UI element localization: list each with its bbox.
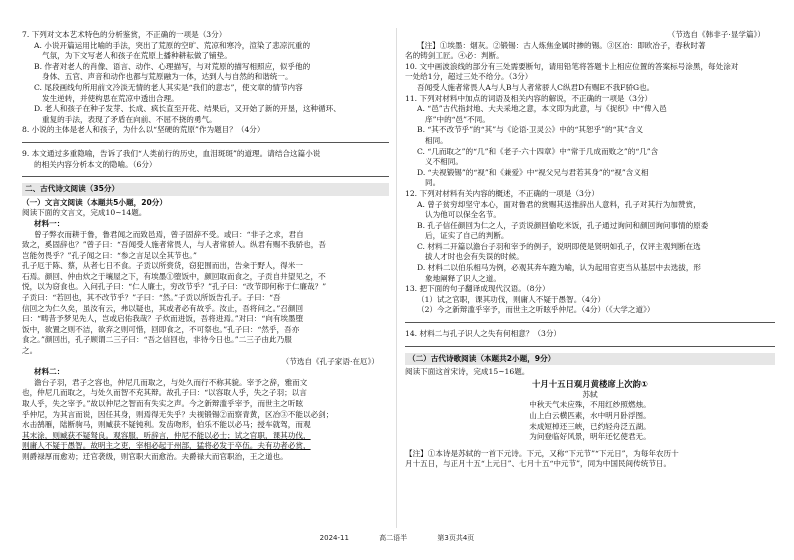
q9-stem-line1: 9. 本文通过多重隐喻，告诉了我们“人类前行的历史，血泪斑斑”的道理。请结合这篇小说 bbox=[22, 148, 321, 158]
answer-line bbox=[405, 340, 775, 347]
material1-source: （节选自《孔子家语·在厄》） bbox=[281, 356, 379, 366]
q13-item2: （2）今之新辩滥乎宰予，而世主之听眩乎仲尼。（4分）（《大学之道》） bbox=[417, 305, 655, 315]
passage-line: 孔子厄于陈、蔡，从者七日不食。子贡以所赍货，窃犯围而出，告籴于野人，得米一 bbox=[22, 261, 303, 271]
q13-stem: 13. 把下面的句子翻译成现代汉语。（8分） bbox=[405, 284, 550, 294]
q11-option-c-line2: 义不相同。 bbox=[425, 157, 463, 167]
q12-option-c-line1: C. 材料二开篇以澹台子羽和宰予的例子，说明即使是贤明如孔子，仅评主观判断在选 bbox=[417, 241, 701, 251]
q10-stem-line1: 10. 文中画波浪线的部分有三处需要断句，请用铅笔将答题卡上相应位置的答案标号涂黑，每处涂对 bbox=[405, 61, 739, 71]
q11-stem: 11. 下列对材料中加点的词语及相关内容的解说，不正确的一项是（3分） bbox=[405, 93, 653, 103]
poem-note-line2: 月十五日，与正月十五“上元日”、七月十五“中元节”，同为中国民间传统节日。 bbox=[405, 459, 672, 469]
q11-option-a-line2: 庠”中的“邑”不同。 bbox=[425, 114, 490, 124]
right-column bbox=[405, 30, 775, 470]
passage-line: 水击鹄雁，陆断驹马，则臧获不疑钝利。发齿吻形，伯乐不能以必马；授车就驾，而观 bbox=[22, 420, 311, 430]
poem-note-line1: 【注】①本诗是苏轼的一首下元诗。下元，又称“下元节”“下元日”，为每年农历十 bbox=[405, 448, 679, 458]
poem-line: 为问登临好风景，明年还忆使君无。 bbox=[529, 432, 651, 442]
q14-stem: 14. 材料二与孔子识人之失有何相意？（3分） bbox=[405, 329, 562, 339]
footer-subject: 高二语半 bbox=[379, 534, 408, 542]
reading-instruction: 阅读下面这首宋诗，完成15~16题。 bbox=[405, 367, 530, 377]
q7-stem: 7. 下列对文本艺术特色的分析鉴赏，不正确的一项是（3分） bbox=[22, 30, 227, 39]
passage-line: 澹台子羽，君子之容也，仲尼几而取之，与处久而行不称其貌。宰予之辞，雅而文 bbox=[34, 377, 308, 387]
answer-line bbox=[22, 170, 389, 177]
poem-line: 山上白云横匹素，水中明月卧浮图。 bbox=[529, 411, 651, 420]
passage-line: 也，仲尼几而取之，与处久而智不充其辩。故孔子曰：“以容取人乎，失之子羽；以言 bbox=[22, 388, 307, 398]
footer-page-number: 第3页共4页 bbox=[437, 534, 475, 542]
q11-option-c-line1: C. “几而取之”的“几”和《老子·六十四章》中“常于几成而败之”的“几”含 bbox=[417, 146, 659, 156]
material1-text bbox=[22, 230, 389, 357]
q11-option-d-line2: 同。 bbox=[425, 178, 441, 188]
passage-line: 悦，以为窃食也。入问孔子曰：“仁人廉士，穷改节乎？”孔子曰：“改节即何称于仁廉哉？” bbox=[22, 282, 327, 292]
q10-text: 吾闻受人施者常畏人A与人B与人者常骄人C纵君D有赐E不我F骄G也。 bbox=[417, 82, 655, 92]
passage-line: 饭中，欲置之则不洁，欲弃之则可惜，回即食之，不可祭也。”孔子曰：“然乎，吾亦 bbox=[22, 324, 300, 334]
q12-option-b-line1: B. 孔子信任颜回为仁之人，子贡说颜回偷吃米饭，孔子通过询问和颜回询问事情的原委 bbox=[417, 220, 709, 230]
material2-text bbox=[22, 378, 389, 463]
q7-option-a-line1: A. 小说开篇运用比喻的手法，突出了荒原的空旷、荒凉和寒冷，渲染了悲凉沉重的 bbox=[34, 40, 311, 50]
annotation-line1: 【注】①埃墨：烟灰。②锻锡：古人炼焦金属时掺的锡。③区冶：即欧冶子，春秋时著 bbox=[417, 40, 706, 50]
q7-option-b-line2: 身体、五官、声音和动作也都与荒原融为一体，达到人与自然的和谐统一。 bbox=[42, 72, 293, 82]
q7-option-a-line2: 气氛，为下文写老人和孩子在荒原上播种耕耘做了铺垫。 bbox=[42, 51, 232, 61]
column-divider bbox=[396, 28, 397, 528]
annotation-line2: 名的铸剑工匠。④必：判断。 bbox=[405, 51, 504, 61]
answer-line bbox=[22, 136, 389, 143]
q12-option-d-line2: 象地阐释了识人之道。 bbox=[425, 273, 501, 283]
passage-line: 则庸人不疑于愚智。故明主之吏，宰相必起于州部，猛将必发于卒伍。夫有功者必赏， bbox=[22, 441, 311, 451]
material2-source: （节选自《韩非子·显学篇》） bbox=[667, 30, 765, 39]
q11-option-d-line1: D. “夫视锻锡”的“视”和《兼爱》中“视父兄与君若其身”的“视”含义相 bbox=[417, 167, 649, 177]
passage-line: 子贡曰：“若回也，其不改节乎？”子曰：“然。”子贡以所饭告孔子。子曰：“吾 bbox=[22, 293, 281, 303]
q13-item1: （1）试之官职，课其功伐，则庸人不疑于愚智。（4分） bbox=[417, 294, 606, 304]
passage-line: 取人乎，失之宰予。”故以仲尼之智而有失实之声。今之新辩滥乎宰予，而世主之听眩 bbox=[22, 399, 304, 408]
q7-option-b-line1: B. 作者对老人的肖像、语言、动作、心理描写，与对荒原的描写相照应，似乎他的 bbox=[34, 61, 311, 71]
passage-line: 致之，奚固辞也？”曾子曰：“吾闻受人施者常畏人，与人者常骄人。纵君有赐不我骄也，吾 bbox=[22, 240, 326, 250]
q7-option-d-line2: 重复的手法，表现了矛盾在向前、不屈不挠的勇气。 bbox=[42, 114, 217, 124]
q12-option-c-line2: 拔人才时也会有失误的时候。 bbox=[425, 252, 524, 262]
passage-line: 曾子弊衣而耕于鲁，鲁君闻之而致邑焉，曾子固辞不受。或曰：“非子之求，君自 bbox=[34, 229, 304, 239]
subsection-heading: （二）古代诗歌阅读（本题共2小题，9分） bbox=[405, 353, 775, 366]
q9-stem-line2: 的相关内容分析本文的隐喻。（6分） bbox=[34, 159, 157, 169]
passage-line: 石焉。颜回、仲由炊之于壤屋之下，有埃墨①堕饭中，颜回取而食之，子贡自井望见之，不 bbox=[22, 271, 326, 281]
material-label: 材料二： bbox=[34, 367, 65, 377]
passage-line: 其末涂，则臧获不疑驽良。观容服，听辞言，仲尼不能以必士；试之官职，课其功伐， bbox=[22, 430, 311, 440]
q12-option-b-line2: 后，证实了自己的判断。 bbox=[425, 231, 509, 241]
q11-option-b-line1: B. “其不改节乎”的“其”与《论语·卫灵公》中的“其恕乎”的“其”含义 bbox=[417, 125, 644, 135]
q7-option-c-line1: C. 尾段画线句所用前文冷淡无情的老人其实是“我们的意志”，使文章的情节内容 bbox=[34, 82, 303, 92]
q11-option-a-line1: A. “邑”古代指封地、大夫采地之意，本文即为此意，与《捉织》中“俾入邑 bbox=[417, 104, 667, 114]
footer-date: 2024-11 bbox=[319, 534, 349, 542]
poem-title: 十月十五日观月黄楼席上次韵① bbox=[532, 378, 648, 389]
section-heading: 二、古代诗文阅读（35分） bbox=[22, 183, 389, 196]
subsection-heading: （一）文言文阅读（本题共5小题，20分） bbox=[22, 197, 167, 207]
passage-line: 食之。”颜回出，孔子顾谓二三子曰：“吾之信回也，非待今日也。”二三子由此乃服 bbox=[22, 335, 292, 345]
passage-line: 岂能勿畏乎？”孔子闻之曰：“参之言足以全其节也。” bbox=[22, 250, 197, 260]
q7-option-c-line2: 发生逆转，并使构思在荒凉中透出合理。 bbox=[42, 93, 179, 103]
passage-line: 则爵禄厚而愈劝；迁官袭级，则官职大而愈治。夫爵禄大而官职治，王之道也。 bbox=[22, 451, 288, 461]
poem-line: 中秋天气未应殊，不用红纱照燃烛。 bbox=[529, 400, 651, 410]
answer-line bbox=[405, 316, 775, 323]
q12-option-a-line1: A. 曾子贫穷却坚守本心，面对鲁君的赏赐其送推辞出人意料，孔子对其行为加赞赏， bbox=[417, 199, 701, 209]
passage-line: 乎仲尼，为其言而说，因任其身，则焉得无失乎？夫视锻锡②而察青黄，区冶③不能以必剑； bbox=[22, 409, 334, 419]
left-column bbox=[22, 30, 389, 463]
q12-option-a-line2: 认为他可以保全名节。 bbox=[425, 210, 501, 220]
q11-option-b-line2: 相同。 bbox=[425, 135, 448, 145]
reading-instruction: 阅读下面的文言文，完成10~14题。 bbox=[22, 208, 147, 218]
q7-option-d-line1: D. 老人和孩子在种子发芽、长成、疯长直至开花、结果后，又开始了新的开垦，这种循环、 bbox=[34, 104, 341, 114]
passage-line: 信回之为仁久矣，虽汝有云，弗以疑也，其或者必有故乎。汝止，吾将问之。”召颜回 bbox=[22, 303, 304, 313]
q8-stem: 8. 小说的主体是老人和孩子，为什么以“坚硬的荒原”作为题目？（4分） bbox=[22, 125, 265, 135]
page-footer bbox=[0, 533, 794, 543]
material-label: 材料一： bbox=[34, 218, 65, 228]
q12-option-d-line1: D. 材料二以伯乐相马为例，必观其奔车跑为喻，认为起用官吏当从基层中去选拔，形 bbox=[417, 263, 702, 273]
poem-author: 苏轼 bbox=[582, 389, 598, 399]
poem-line: 未成短棹还三峡，已约轻舟泛五湖。 bbox=[529, 421, 651, 431]
q12-stem: 12. 下列对材料有关内容的概述，不正确的一项是（3分） bbox=[405, 188, 599, 198]
q10-stem-line2: 一处给1分，超过三处不给分。（3分） bbox=[405, 72, 533, 82]
passage-line: 之。 bbox=[22, 346, 38, 356]
passage-line: 曰：“畴昔予梦见先人，岂或启佑我哉？子炊而进饭，吾将进焉。”对曰：“向有埃墨堕 bbox=[22, 314, 304, 324]
